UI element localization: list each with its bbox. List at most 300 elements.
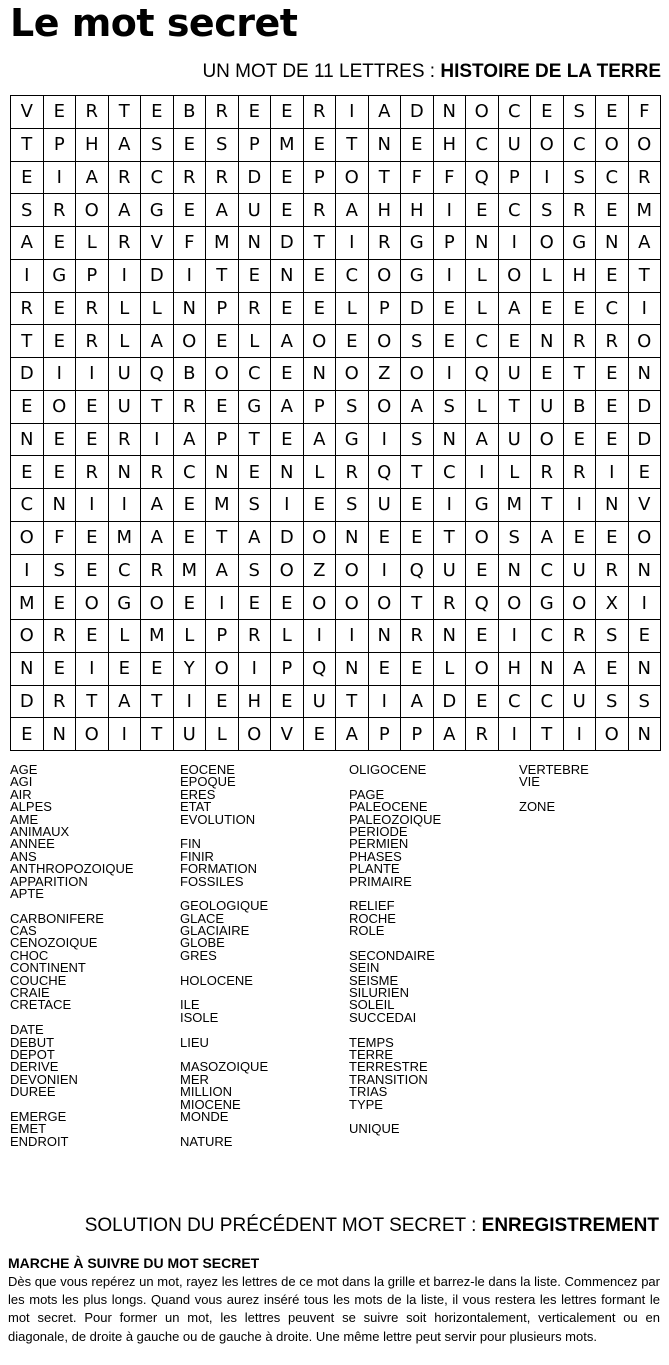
- grid-cell[interactable]: T: [76, 685, 109, 718]
- grid-cell[interactable]: O: [466, 96, 499, 129]
- grid-cell[interactable]: H: [368, 194, 401, 227]
- grid-cell[interactable]: E: [271, 96, 304, 129]
- grid-cell[interactable]: G: [336, 423, 369, 456]
- grid-cell[interactable]: A: [108, 194, 141, 227]
- grid-cell[interactable]: C: [141, 161, 174, 194]
- grid-cell[interactable]: E: [271, 358, 304, 391]
- grid-cell[interactable]: E: [466, 685, 499, 718]
- grid-cell[interactable]: U: [498, 358, 531, 391]
- grid-cell[interactable]: I: [173, 685, 206, 718]
- grid-cell[interactable]: O: [336, 554, 369, 587]
- grid-cell[interactable]: C: [531, 685, 564, 718]
- grid-cell[interactable]: I: [368, 685, 401, 718]
- grid-cell[interactable]: O: [368, 587, 401, 620]
- grid-cell[interactable]: S: [531, 194, 564, 227]
- grid-cell[interactable]: N: [628, 652, 661, 685]
- grid-cell[interactable]: R: [303, 194, 336, 227]
- grid-cell[interactable]: S: [563, 161, 596, 194]
- grid-cell[interactable]: L: [173, 620, 206, 653]
- grid-cell[interactable]: E: [43, 292, 76, 325]
- grid-cell[interactable]: P: [303, 161, 336, 194]
- grid-cell[interactable]: E: [206, 685, 239, 718]
- grid-cell[interactable]: G: [401, 227, 434, 260]
- grid-cell[interactable]: P: [271, 652, 304, 685]
- grid-cell[interactable]: A: [271, 390, 304, 423]
- grid-cell[interactable]: N: [108, 456, 141, 489]
- grid-cell[interactable]: U: [368, 489, 401, 522]
- grid-cell[interactable]: G: [466, 489, 499, 522]
- grid-cell[interactable]: A: [108, 685, 141, 718]
- grid-cell[interactable]: G: [563, 227, 596, 260]
- grid-cell[interactable]: R: [596, 325, 629, 358]
- grid-cell[interactable]: C: [173, 456, 206, 489]
- grid-cell[interactable]: R: [563, 456, 596, 489]
- grid-cell[interactable]: E: [76, 620, 109, 653]
- grid-cell[interactable]: C: [466, 128, 499, 161]
- grid-cell[interactable]: R: [173, 161, 206, 194]
- grid-cell[interactable]: I: [108, 718, 141, 751]
- grid-cell[interactable]: P: [303, 390, 336, 423]
- grid-cell[interactable]: I: [368, 423, 401, 456]
- grid-cell[interactable]: I: [141, 423, 174, 456]
- grid-cell[interactable]: T: [628, 259, 661, 292]
- grid-cell[interactable]: S: [498, 521, 531, 554]
- grid-cell[interactable]: D: [628, 423, 661, 456]
- grid-cell[interactable]: E: [43, 325, 76, 358]
- grid-cell[interactable]: R: [303, 96, 336, 129]
- grid-cell[interactable]: S: [238, 554, 271, 587]
- grid-cell[interactable]: E: [466, 554, 499, 587]
- grid-cell[interactable]: U: [108, 358, 141, 391]
- grid-cell[interactable]: O: [368, 390, 401, 423]
- grid-cell[interactable]: O: [271, 554, 304, 587]
- grid-cell[interactable]: O: [466, 521, 499, 554]
- grid-cell[interactable]: E: [336, 325, 369, 358]
- grid-cell[interactable]: B: [173, 96, 206, 129]
- grid-cell[interactable]: N: [466, 227, 499, 260]
- grid-cell[interactable]: L: [108, 292, 141, 325]
- grid-cell[interactable]: S: [336, 390, 369, 423]
- grid-cell[interactable]: C: [11, 489, 44, 522]
- grid-cell[interactable]: B: [563, 390, 596, 423]
- grid-cell[interactable]: C: [498, 685, 531, 718]
- grid-cell[interactable]: L: [303, 456, 336, 489]
- grid-cell[interactable]: G: [108, 587, 141, 620]
- grid-cell[interactable]: R: [76, 292, 109, 325]
- grid-cell[interactable]: O: [303, 587, 336, 620]
- grid-cell[interactable]: I: [173, 259, 206, 292]
- grid-cell[interactable]: A: [336, 194, 369, 227]
- grid-cell[interactable]: D: [11, 685, 44, 718]
- grid-cell[interactable]: M: [11, 587, 44, 620]
- grid-cell[interactable]: I: [271, 489, 304, 522]
- grid-cell[interactable]: O: [628, 128, 661, 161]
- grid-cell[interactable]: Z: [303, 554, 336, 587]
- grid-cell[interactable]: N: [433, 96, 466, 129]
- grid-cell[interactable]: C: [531, 620, 564, 653]
- grid-cell[interactable]: I: [108, 489, 141, 522]
- grid-cell[interactable]: L: [531, 259, 564, 292]
- grid-cell[interactable]: E: [141, 96, 174, 129]
- grid-cell[interactable]: D: [271, 227, 304, 260]
- grid-cell[interactable]: T: [498, 390, 531, 423]
- grid-cell[interactable]: T: [238, 423, 271, 456]
- grid-cell[interactable]: M: [498, 489, 531, 522]
- grid-cell[interactable]: R: [368, 227, 401, 260]
- grid-cell[interactable]: I: [238, 652, 271, 685]
- grid-cell[interactable]: O: [368, 325, 401, 358]
- grid-cell[interactable]: I: [11, 554, 44, 587]
- grid-cell[interactable]: R: [466, 718, 499, 751]
- grid-cell[interactable]: R: [563, 194, 596, 227]
- grid-cell[interactable]: N: [368, 128, 401, 161]
- grid-cell[interactable]: E: [303, 128, 336, 161]
- grid-cell[interactable]: T: [336, 685, 369, 718]
- grid-cell[interactable]: O: [336, 161, 369, 194]
- grid-cell[interactable]: E: [43, 96, 76, 129]
- grid-cell[interactable]: E: [596, 259, 629, 292]
- grid-cell[interactable]: A: [271, 325, 304, 358]
- grid-cell[interactable]: O: [206, 358, 239, 391]
- grid-cell[interactable]: D: [238, 161, 271, 194]
- grid-cell[interactable]: V: [628, 489, 661, 522]
- grid-cell[interactable]: F: [433, 161, 466, 194]
- grid-cell[interactable]: N: [531, 652, 564, 685]
- grid-cell[interactable]: P: [498, 161, 531, 194]
- grid-cell[interactable]: U: [531, 390, 564, 423]
- grid-cell[interactable]: E: [271, 161, 304, 194]
- grid-cell[interactable]: C: [466, 325, 499, 358]
- grid-cell[interactable]: E: [303, 718, 336, 751]
- grid-cell[interactable]: N: [596, 227, 629, 260]
- grid-cell[interactable]: T: [141, 718, 174, 751]
- grid-cell[interactable]: E: [271, 292, 304, 325]
- grid-cell[interactable]: S: [336, 489, 369, 522]
- grid-cell[interactable]: E: [433, 292, 466, 325]
- grid-cell[interactable]: I: [498, 718, 531, 751]
- grid-cell[interactable]: E: [498, 325, 531, 358]
- grid-cell[interactable]: E: [76, 390, 109, 423]
- grid-cell[interactable]: S: [206, 128, 239, 161]
- grid-cell[interactable]: E: [141, 652, 174, 685]
- grid-cell[interactable]: A: [498, 292, 531, 325]
- grid-cell[interactable]: E: [206, 325, 239, 358]
- grid-cell[interactable]: R: [43, 620, 76, 653]
- grid-cell[interactable]: S: [401, 423, 434, 456]
- grid-cell[interactable]: L: [336, 292, 369, 325]
- grid-cell[interactable]: A: [141, 325, 174, 358]
- grid-cell[interactable]: I: [43, 161, 76, 194]
- grid-cell[interactable]: E: [108, 652, 141, 685]
- grid-cell[interactable]: I: [498, 620, 531, 653]
- grid-cell[interactable]: E: [596, 194, 629, 227]
- grid-cell[interactable]: O: [11, 620, 44, 653]
- grid-cell[interactable]: H: [238, 685, 271, 718]
- grid-cell[interactable]: E: [303, 292, 336, 325]
- grid-cell[interactable]: N: [368, 620, 401, 653]
- grid-cell[interactable]: E: [76, 423, 109, 456]
- grid-cell[interactable]: V: [271, 718, 304, 751]
- grid-cell[interactable]: Q: [141, 358, 174, 391]
- grid-cell[interactable]: E: [368, 521, 401, 554]
- grid-cell[interactable]: Q: [466, 587, 499, 620]
- grid-cell[interactable]: E: [11, 390, 44, 423]
- grid-cell[interactable]: S: [596, 620, 629, 653]
- grid-cell[interactable]: S: [43, 554, 76, 587]
- grid-cell[interactable]: N: [271, 259, 304, 292]
- grid-cell[interactable]: E: [238, 96, 271, 129]
- grid-cell[interactable]: M: [173, 554, 206, 587]
- grid-cell[interactable]: E: [563, 423, 596, 456]
- grid-cell[interactable]: M: [206, 489, 239, 522]
- grid-cell[interactable]: R: [206, 161, 239, 194]
- grid-cell[interactable]: I: [628, 587, 661, 620]
- grid-cell[interactable]: R: [141, 456, 174, 489]
- grid-cell[interactable]: A: [206, 194, 239, 227]
- grid-cell[interactable]: D: [271, 521, 304, 554]
- grid-cell[interactable]: L: [108, 325, 141, 358]
- grid-cell[interactable]: R: [173, 390, 206, 423]
- grid-cell[interactable]: C: [108, 554, 141, 587]
- grid-cell[interactable]: E: [563, 292, 596, 325]
- grid-cell[interactable]: C: [238, 358, 271, 391]
- grid-cell[interactable]: P: [206, 292, 239, 325]
- grid-cell[interactable]: L: [466, 259, 499, 292]
- grid-cell[interactable]: R: [628, 161, 661, 194]
- grid-cell[interactable]: H: [76, 128, 109, 161]
- grid-cell[interactable]: T: [531, 489, 564, 522]
- grid-cell[interactable]: E: [238, 456, 271, 489]
- grid-cell[interactable]: O: [596, 128, 629, 161]
- grid-cell[interactable]: C: [596, 292, 629, 325]
- grid-cell[interactable]: E: [238, 259, 271, 292]
- grid-cell[interactable]: G: [43, 259, 76, 292]
- grid-cell[interactable]: A: [141, 521, 174, 554]
- grid-cell[interactable]: E: [173, 489, 206, 522]
- grid-cell[interactable]: E: [401, 489, 434, 522]
- grid-cell[interactable]: I: [433, 259, 466, 292]
- grid-cell[interactable]: R: [76, 456, 109, 489]
- grid-cell[interactable]: L: [238, 325, 271, 358]
- grid-cell[interactable]: A: [336, 718, 369, 751]
- grid-cell[interactable]: C: [596, 161, 629, 194]
- grid-cell[interactable]: F: [173, 227, 206, 260]
- grid-cell[interactable]: T: [433, 521, 466, 554]
- grid-cell[interactable]: T: [401, 456, 434, 489]
- grid-cell[interactable]: Q: [466, 161, 499, 194]
- grid-cell[interactable]: A: [466, 423, 499, 456]
- grid-cell[interactable]: D: [401, 292, 434, 325]
- grid-cell[interactable]: U: [303, 685, 336, 718]
- grid-cell[interactable]: R: [531, 456, 564, 489]
- grid-cell[interactable]: T: [206, 259, 239, 292]
- grid-cell[interactable]: A: [11, 227, 44, 260]
- grid-cell[interactable]: I: [43, 358, 76, 391]
- grid-cell[interactable]: N: [173, 292, 206, 325]
- grid-cell[interactable]: S: [11, 194, 44, 227]
- grid-cell[interactable]: T: [401, 587, 434, 620]
- grid-cell[interactable]: L: [108, 620, 141, 653]
- grid-cell[interactable]: P: [76, 259, 109, 292]
- grid-cell[interactable]: N: [271, 456, 304, 489]
- grid-cell[interactable]: S: [563, 96, 596, 129]
- grid-cell[interactable]: N: [11, 423, 44, 456]
- grid-cell[interactable]: T: [141, 685, 174, 718]
- grid-cell[interactable]: L: [466, 390, 499, 423]
- grid-cell[interactable]: D: [141, 259, 174, 292]
- grid-cell[interactable]: A: [173, 423, 206, 456]
- grid-cell[interactable]: Q: [401, 554, 434, 587]
- grid-cell[interactable]: I: [433, 358, 466, 391]
- grid-cell[interactable]: F: [43, 521, 76, 554]
- grid-cell[interactable]: E: [596, 96, 629, 129]
- grid-cell[interactable]: I: [303, 620, 336, 653]
- grid-cell[interactable]: M: [271, 128, 304, 161]
- grid-cell[interactable]: E: [596, 390, 629, 423]
- grid-cell[interactable]: I: [498, 227, 531, 260]
- grid-cell[interactable]: P: [206, 620, 239, 653]
- grid-cell[interactable]: R: [596, 554, 629, 587]
- grid-cell[interactable]: T: [531, 718, 564, 751]
- grid-cell[interactable]: A: [531, 521, 564, 554]
- grid-cell[interactable]: E: [173, 521, 206, 554]
- grid-cell[interactable]: H: [401, 194, 434, 227]
- grid-cell[interactable]: C: [336, 259, 369, 292]
- grid-cell[interactable]: T: [11, 128, 44, 161]
- grid-cell[interactable]: R: [108, 227, 141, 260]
- grid-cell[interactable]: A: [141, 489, 174, 522]
- grid-cell[interactable]: E: [401, 521, 434, 554]
- grid-cell[interactable]: O: [531, 423, 564, 456]
- grid-cell[interactable]: Q: [303, 652, 336, 685]
- grid-cell[interactable]: I: [531, 161, 564, 194]
- grid-cell[interactable]: C: [498, 194, 531, 227]
- grid-cell[interactable]: A: [303, 423, 336, 456]
- grid-cell[interactable]: I: [336, 227, 369, 260]
- grid-cell[interactable]: E: [173, 128, 206, 161]
- grid-cell[interactable]: T: [206, 521, 239, 554]
- grid-cell[interactable]: T: [336, 128, 369, 161]
- grid-cell[interactable]: N: [628, 358, 661, 391]
- grid-cell[interactable]: H: [563, 259, 596, 292]
- grid-cell[interactable]: I: [628, 292, 661, 325]
- grid-cell[interactable]: U: [498, 128, 531, 161]
- grid-cell[interactable]: Y: [173, 652, 206, 685]
- grid-cell[interactable]: I: [76, 358, 109, 391]
- grid-cell[interactable]: O: [368, 259, 401, 292]
- grid-cell[interactable]: I: [368, 554, 401, 587]
- grid-cell[interactable]: V: [141, 227, 174, 260]
- grid-cell[interactable]: C: [531, 554, 564, 587]
- grid-cell[interactable]: I: [336, 96, 369, 129]
- grid-cell[interactable]: R: [401, 620, 434, 653]
- grid-cell[interactable]: R: [206, 96, 239, 129]
- grid-cell[interactable]: O: [628, 325, 661, 358]
- grid-cell[interactable]: S: [238, 489, 271, 522]
- grid-cell[interactable]: N: [433, 620, 466, 653]
- grid-cell[interactable]: O: [466, 652, 499, 685]
- grid-cell[interactable]: L: [498, 456, 531, 489]
- grid-cell[interactable]: G: [531, 587, 564, 620]
- grid-cell[interactable]: U: [563, 554, 596, 587]
- grid-cell[interactable]: E: [401, 652, 434, 685]
- grid-cell[interactable]: N: [433, 423, 466, 456]
- grid-cell[interactable]: D: [11, 358, 44, 391]
- grid-cell[interactable]: E: [466, 620, 499, 653]
- grid-cell[interactable]: N: [628, 554, 661, 587]
- grid-cell[interactable]: E: [433, 325, 466, 358]
- grid-cell[interactable]: U: [238, 194, 271, 227]
- grid-cell[interactable]: I: [206, 587, 239, 620]
- grid-cell[interactable]: F: [401, 161, 434, 194]
- grid-cell[interactable]: T: [11, 325, 44, 358]
- grid-cell[interactable]: A: [76, 161, 109, 194]
- grid-cell[interactable]: A: [368, 96, 401, 129]
- grid-cell[interactable]: E: [531, 292, 564, 325]
- grid-cell[interactable]: E: [628, 456, 661, 489]
- grid-cell[interactable]: E: [43, 423, 76, 456]
- grid-cell[interactable]: O: [303, 325, 336, 358]
- grid-cell[interactable]: E: [43, 227, 76, 260]
- grid-cell[interactable]: E: [11, 161, 44, 194]
- grid-cell[interactable]: O: [596, 718, 629, 751]
- grid-cell[interactable]: I: [76, 489, 109, 522]
- grid-cell[interactable]: P: [401, 718, 434, 751]
- grid-cell[interactable]: A: [563, 652, 596, 685]
- grid-cell[interactable]: I: [76, 652, 109, 685]
- grid-cell[interactable]: E: [596, 652, 629, 685]
- grid-cell[interactable]: P: [368, 292, 401, 325]
- grid-cell[interactable]: M: [141, 620, 174, 653]
- grid-cell[interactable]: O: [76, 587, 109, 620]
- grid-cell[interactable]: O: [238, 718, 271, 751]
- grid-cell[interactable]: N: [238, 227, 271, 260]
- grid-cell[interactable]: I: [563, 718, 596, 751]
- grid-cell[interactable]: O: [336, 587, 369, 620]
- grid-cell[interactable]: R: [76, 96, 109, 129]
- grid-cell[interactable]: E: [11, 718, 44, 751]
- grid-cell[interactable]: I: [108, 259, 141, 292]
- grid-cell[interactable]: U: [498, 423, 531, 456]
- grid-cell[interactable]: B: [173, 358, 206, 391]
- grid-cell[interactable]: R: [433, 587, 466, 620]
- grid-cell[interactable]: O: [43, 390, 76, 423]
- grid-cell[interactable]: O: [303, 521, 336, 554]
- grid-cell[interactable]: N: [628, 718, 661, 751]
- grid-cell[interactable]: D: [628, 390, 661, 423]
- grid-cell[interactable]: E: [271, 685, 304, 718]
- grid-cell[interactable]: Z: [368, 358, 401, 391]
- grid-cell[interactable]: F: [628, 96, 661, 129]
- grid-cell[interactable]: I: [596, 456, 629, 489]
- grid-cell[interactable]: O: [498, 587, 531, 620]
- grid-cell[interactable]: A: [108, 128, 141, 161]
- grid-cell[interactable]: U: [433, 554, 466, 587]
- grid-cell[interactable]: E: [368, 652, 401, 685]
- grid-cell[interactable]: H: [498, 652, 531, 685]
- grid-cell[interactable]: O: [531, 128, 564, 161]
- grid-cell[interactable]: E: [303, 489, 336, 522]
- grid-cell[interactable]: P: [238, 128, 271, 161]
- grid-cell[interactable]: E: [401, 128, 434, 161]
- grid-cell[interactable]: E: [206, 390, 239, 423]
- grid-cell[interactable]: E: [76, 521, 109, 554]
- grid-cell[interactable]: O: [498, 259, 531, 292]
- grid-cell[interactable]: S: [628, 685, 661, 718]
- grid-cell[interactable]: E: [596, 521, 629, 554]
- grid-cell[interactable]: T: [303, 227, 336, 260]
- grid-cell[interactable]: N: [303, 358, 336, 391]
